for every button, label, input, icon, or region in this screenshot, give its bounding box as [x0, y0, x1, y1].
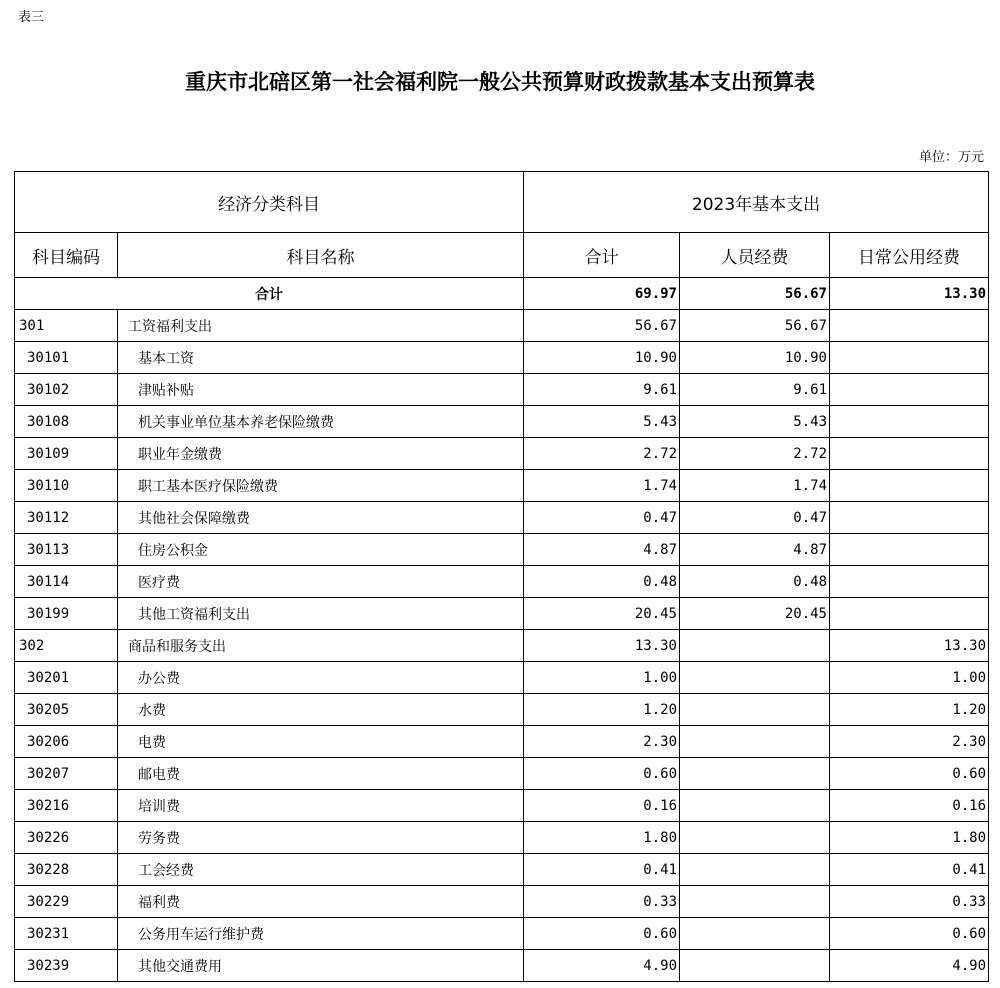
row-total: 10.90 — [524, 342, 680, 374]
row-public: 1.20 — [830, 694, 989, 726]
total-sum: 69.97 — [524, 278, 680, 310]
row-name: 住房公积金 — [118, 534, 524, 566]
row-code: 30108 — [15, 406, 118, 438]
row-code: 30113 — [15, 534, 118, 566]
row-personnel — [680, 854, 830, 886]
table-row — [15, 374, 989, 406]
table-row — [15, 758, 989, 790]
row-public: 0.60 — [830, 758, 989, 790]
row-public — [830, 374, 989, 406]
header-row-columns — [15, 233, 989, 278]
row-personnel — [680, 630, 830, 662]
row-name: 福利费 — [118, 886, 524, 918]
row-name: 职业年金缴费 — [118, 438, 524, 470]
row-personnel: 10.90 — [680, 342, 830, 374]
row-name: 水费 — [118, 694, 524, 726]
header-name: 科目名称 — [118, 233, 524, 278]
row-public: 1.00 — [830, 662, 989, 694]
row-code: 30102 — [15, 374, 118, 406]
row-personnel: 0.48 — [680, 566, 830, 598]
table-row — [15, 854, 989, 886]
table-row — [15, 630, 989, 662]
row-personnel — [680, 886, 830, 918]
row-public — [830, 502, 989, 534]
table-row — [15, 694, 989, 726]
header-personnel: 人员经费 — [680, 233, 830, 278]
row-personnel: 2.72 — [680, 438, 830, 470]
row-public: 1.80 — [830, 822, 989, 854]
row-personnel — [680, 790, 830, 822]
row-personnel — [680, 726, 830, 758]
row-public — [830, 310, 989, 342]
row-code: 30201 — [15, 662, 118, 694]
row-name: 其他工资福利支出 — [118, 598, 524, 630]
row-code: 30114 — [15, 566, 118, 598]
row-code: 30226 — [15, 822, 118, 854]
row-personnel: 4.87 — [680, 534, 830, 566]
row-public: 0.41 — [830, 854, 989, 886]
header-public: 日常公用经费 — [830, 233, 989, 278]
row-code: 30199 — [15, 598, 118, 630]
row-code: 30206 — [15, 726, 118, 758]
table-row — [15, 662, 989, 694]
row-name: 办公费 — [118, 662, 524, 694]
row-public — [830, 534, 989, 566]
row-personnel — [680, 662, 830, 694]
row-total: 1.20 — [524, 694, 680, 726]
row-total: 0.48 — [524, 566, 680, 598]
row-personnel: 9.61 — [680, 374, 830, 406]
table-row — [15, 918, 989, 950]
row-personnel — [680, 822, 830, 854]
row-name: 培训费 — [118, 790, 524, 822]
row-personnel — [680, 694, 830, 726]
header-total: 合计 — [524, 233, 680, 278]
row-code: 30207 — [15, 758, 118, 790]
table-row — [15, 822, 989, 854]
row-total: 20.45 — [524, 598, 680, 630]
table-row — [15, 886, 989, 918]
row-code: 30110 — [15, 470, 118, 502]
total-personnel: 56.67 — [680, 278, 830, 310]
row-name: 其他社会保障缴费 — [118, 502, 524, 534]
row-name: 机关事业单位基本养老保险缴费 — [118, 406, 524, 438]
table-row — [15, 566, 989, 598]
row-public — [830, 342, 989, 374]
row-name: 工资福利支出 — [118, 310, 524, 342]
row-total: 1.74 — [524, 470, 680, 502]
table-row — [15, 438, 989, 470]
table-row — [15, 950, 989, 982]
header-economic-category: 经济分类科目 — [15, 172, 524, 233]
row-name: 其他交通费用 — [118, 950, 524, 982]
row-total: 5.43 — [524, 406, 680, 438]
row-public: 0.60 — [830, 918, 989, 950]
row-total: 4.87 — [524, 534, 680, 566]
row-personnel: 0.47 — [680, 502, 830, 534]
page-title: 重庆市北碚区第一社会福利院一般公共预算财政拨款基本支出预算表 — [185, 69, 815, 94]
row-total: 0.33 — [524, 886, 680, 918]
row-public — [830, 566, 989, 598]
table-row — [15, 726, 989, 758]
row-name: 商品和服务支出 — [118, 630, 524, 662]
row-public: 13.30 — [830, 630, 989, 662]
row-total: 0.16 — [524, 790, 680, 822]
table-row — [15, 502, 989, 534]
row-name: 公务用车运行维护费 — [118, 918, 524, 950]
row-code: 302 — [15, 630, 118, 662]
row-public: 2.30 — [830, 726, 989, 758]
row-total: 2.72 — [524, 438, 680, 470]
row-code: 30239 — [15, 950, 118, 982]
row-public: 0.16 — [830, 790, 989, 822]
row-public: 0.33 — [830, 886, 989, 918]
row-code: 30101 — [15, 342, 118, 374]
table-row — [15, 534, 989, 566]
row-code: 30229 — [15, 886, 118, 918]
row-total: 56.67 — [524, 310, 680, 342]
unit-label: 单位：万元 — [918, 150, 984, 165]
row-code: 30109 — [15, 438, 118, 470]
header-row-group — [15, 172, 989, 233]
budget-table — [14, 171, 989, 982]
row-name: 工会经费 — [118, 854, 524, 886]
row-personnel: 56.67 — [680, 310, 830, 342]
row-name: 邮电费 — [118, 758, 524, 790]
table-row — [15, 406, 989, 438]
total-public: 13.30 — [830, 278, 989, 310]
row-total: 1.80 — [524, 822, 680, 854]
row-code: 30216 — [15, 790, 118, 822]
row-name: 劳务费 — [118, 822, 524, 854]
row-code: 30205 — [15, 694, 118, 726]
total-label: 合计 — [15, 278, 524, 310]
row-total: 0.41 — [524, 854, 680, 886]
row-code: 30231 — [15, 918, 118, 950]
header-basic-expenditure: 2023年基本支出 — [524, 172, 989, 233]
row-personnel — [680, 758, 830, 790]
row-personnel: 1.74 — [680, 470, 830, 502]
row-total: 0.60 — [524, 918, 680, 950]
total-row — [15, 278, 989, 310]
row-personnel: 20.45 — [680, 598, 830, 630]
row-name: 津贴补贴 — [118, 374, 524, 406]
table-row — [15, 598, 989, 630]
table-row — [15, 342, 989, 374]
row-public — [830, 598, 989, 630]
row-total: 9.61 — [524, 374, 680, 406]
row-personnel — [680, 950, 830, 982]
row-name: 电费 — [118, 726, 524, 758]
row-total: 13.30 — [524, 630, 680, 662]
table-row — [15, 790, 989, 822]
row-total: 4.90 — [524, 950, 680, 982]
row-name: 基本工资 — [118, 342, 524, 374]
row-code: 30112 — [15, 502, 118, 534]
row-public — [830, 470, 989, 502]
row-total: 0.60 — [524, 758, 680, 790]
row-total: 0.47 — [524, 502, 680, 534]
row-total: 2.30 — [524, 726, 680, 758]
row-total: 1.00 — [524, 662, 680, 694]
row-name: 职工基本医疗保险缴费 — [118, 470, 524, 502]
table-row — [15, 310, 989, 342]
header-code: 科目编码 — [15, 233, 118, 278]
row-code: 30228 — [15, 854, 118, 886]
table-row — [15, 470, 989, 502]
document-label: 表三 — [18, 10, 45, 25]
row-public: 4.90 — [830, 950, 989, 982]
row-code: 301 — [15, 310, 118, 342]
row-personnel: 5.43 — [680, 406, 830, 438]
row-public — [830, 406, 989, 438]
row-public — [830, 438, 989, 470]
row-personnel — [680, 918, 830, 950]
row-name: 医疗费 — [118, 566, 524, 598]
